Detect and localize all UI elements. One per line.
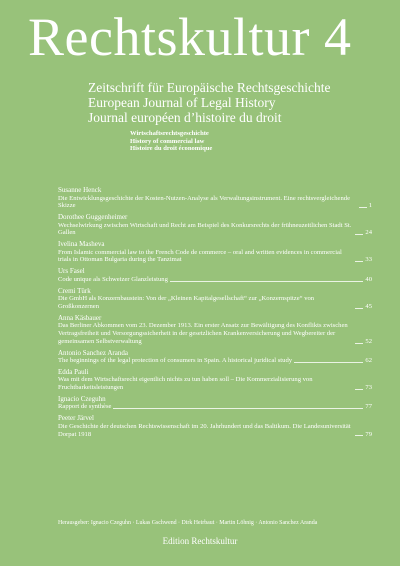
toc-page: 73 (365, 384, 372, 392)
leader-line (355, 435, 363, 436)
toc-entry (58, 267, 372, 283)
toc-entry (58, 414, 372, 438)
toc-entry (58, 240, 372, 264)
toc-title: From Islamic commercial law to the French Code de commerce – oral and written evidences in commercial trials in Ottoman Bulgaria during the Tanzimat (58, 248, 342, 264)
toc-title: The beginnings of the legal protection of consumers in Spain. A historical juridical study (58, 357, 293, 365)
toc-page: 62 (365, 357, 372, 365)
toc-author: Urs Fasel (58, 267, 85, 276)
topic-english: History of commercial law (130, 137, 205, 145)
toc-page: 1 (368, 202, 372, 210)
toc-entry (58, 287, 372, 311)
editors-line: Herausgeber: Ignacio Czeguhn · Lukas Gschwend · Dirk Heirbaut · Martin Löhnig · Antonio Sanchez Aranda (58, 520, 318, 526)
toc-author: Cremi Türk (58, 286, 91, 295)
journal-subtitles (88, 80, 388, 125)
toc-entry (58, 186, 372, 210)
publisher-name: Edition Rechtskultur (162, 536, 238, 546)
toc-page: 79 (365, 430, 372, 438)
toc-title: Was mit dem Wirtschaftsrecht eigentlich nichts zu tun haben soll – Die Kommerzialisierung von Fruchtbarkeitsleistungen (58, 376, 313, 392)
leader-line (355, 261, 363, 262)
subtitle-english: European Journal of Legal History (88, 95, 276, 110)
leader-line (294, 362, 363, 363)
subtitle-french: Journal européen d’histoire du droit (88, 110, 282, 125)
toc-author: Susanne Henck (58, 186, 102, 194)
topic-french: Histoire du droit économique (130, 145, 213, 153)
toc-entry (58, 395, 372, 411)
toc-title: Die Geschichte der deutschen Rechtswissenschaft im 20. Jahrhundert und das Baltikum. Die Landesuniversität Dorpat 1918 (58, 422, 351, 438)
toc-author: Ivelina Masheva (58, 240, 105, 249)
toc-entry (58, 349, 372, 365)
toc-title: Die GmbH als Konzernbaustein: Von der „Kleinen Kapitalgesellschaft“ zur „Konzernspitze“ von Großkonzernen (58, 295, 315, 310)
toc-title: Rapport de synthèse (58, 403, 112, 411)
toc-author: Anna Käsbauer (58, 313, 102, 322)
toc-title: Wechselwirkung zwischen Wirtschaft und Recht am Beispiel des Konkursrechts der frühneuzeitlichen Stadt St. Gallen (58, 221, 352, 237)
toc-page: 40 (365, 275, 372, 283)
leader-line (355, 234, 363, 235)
leader-line (355, 308, 363, 309)
toc-entry (58, 213, 372, 237)
issue-topic (130, 130, 330, 153)
toc-title: Das Berliner Abkommen vom 23. Dezember 1913. Ein erster Ansatz zur Bewältigung des Konflikts zwischen Vertragsfreiheit und Versorgungssicherheit in der gesetzlichen Krankenversicherung und Wegbereiter der gemeinsamen Selbstverwaltung (58, 322, 348, 345)
leader-line (355, 343, 363, 344)
toc-page: 52 (365, 337, 372, 345)
toc-title: Die Entwicklungsgeschichte der Kosten-Nutzen-Analyse als Verwaltungsinstrument. Eine rechtsvergleichende Skizze (58, 194, 350, 210)
toc-page: 24 (365, 229, 372, 237)
leader-line (355, 389, 363, 390)
toc-author: Edda Pauli (58, 367, 89, 376)
toc-page: 33 (365, 256, 372, 264)
journal-title: Rechtskultur 4 (28, 7, 352, 67)
toc-title: Code unique als Schweizer Glanzleistung (58, 275, 168, 283)
table-of-contents (58, 186, 372, 441)
toc-author: Dorothee Guggenheimer (58, 213, 128, 222)
leader-line (113, 408, 363, 409)
toc-author: Ignacio Czeguhn (58, 394, 106, 403)
toc-entry (58, 314, 372, 346)
toc-author: Peeter Järvel (58, 414, 94, 423)
subtitle-german: Zeitschrift für Europäische Rechtsgeschichte (88, 80, 331, 95)
leader-line (359, 207, 367, 208)
toc-page: 77 (365, 403, 372, 411)
leader-line (170, 281, 364, 282)
toc-page: 45 (365, 302, 372, 310)
toc-author: Antonio Sanchez Aranda (58, 348, 128, 357)
topic-german: Wirtschaftsrechtsgeschichte (130, 130, 209, 137)
toc-entry (58, 368, 372, 392)
